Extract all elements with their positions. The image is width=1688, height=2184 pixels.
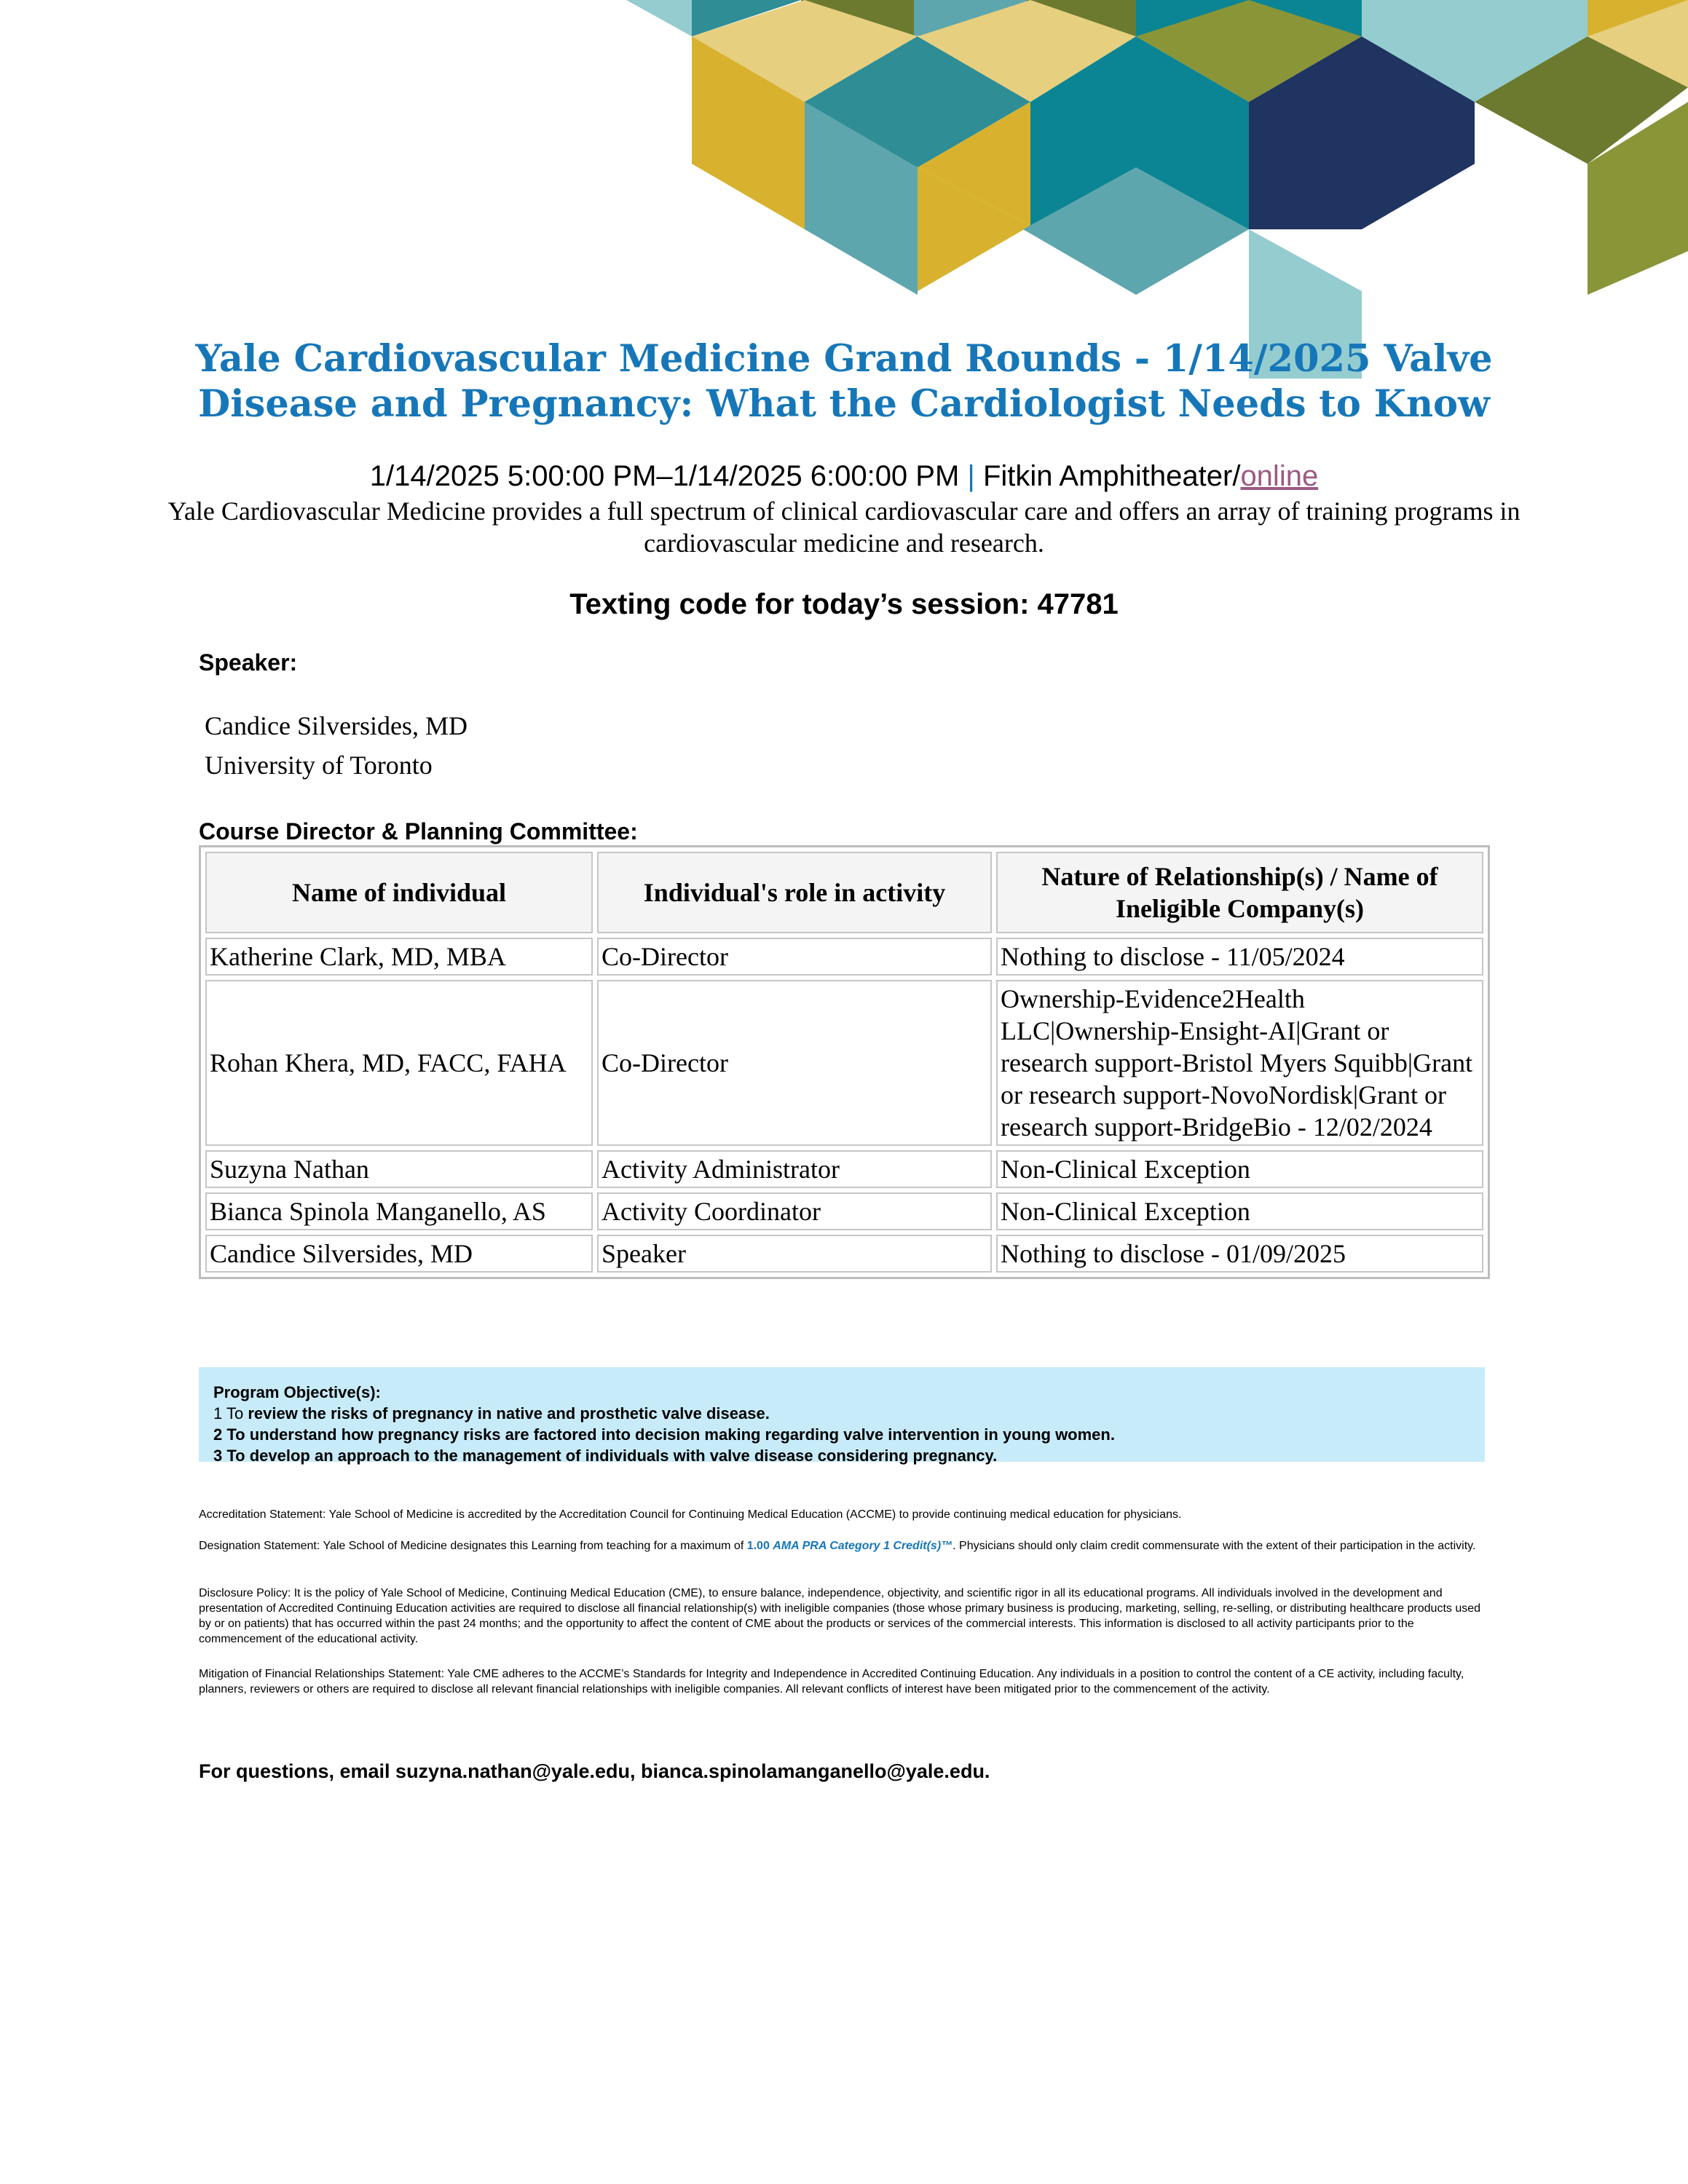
event-datetime: 1/14/2025 5:00:00 PM–1/14/2025 6:00:00 PM	[369, 460, 960, 492]
event-datetime-location	[167, 459, 1521, 494]
objective-item	[213, 1445, 1485, 1466]
credit-type: AMA PRA Category 1 Credit(s)™	[773, 1540, 953, 1552]
objective-number: 1 To	[213, 1404, 244, 1423]
objective-number: 3 To	[213, 1447, 245, 1465]
event-location: Fitkin Amphitheater/	[982, 460, 1241, 492]
objective-number: 2 To	[213, 1425, 245, 1444]
contact-line: For questions, email suzyna.nathan@yale.edu, bianca.spinolamanganello@yale.edu.	[199, 1760, 990, 1782]
committee-table	[199, 845, 1490, 1279]
table-row	[205, 1235, 1483, 1273]
table-row	[205, 1150, 1483, 1188]
cell-role: Speaker	[597, 1235, 992, 1273]
speaker-affiliation: University of Toronto	[205, 751, 433, 780]
disclosure-policy: Disclosure Policy: It is the policy of Yale School of Medicine, Continuing Medical Education (CME), to ensure balance, independence, objectivity, and scientific rigor in all its educational programs. All individuals involved in the development and presentation of Accredited Continuing Education activities are required to disclose all financial relationship(s) with ineligible companies (those whose primary business is producing, marketing, selling, re-selling, or distributing healthcare products used by or on patients) that has occurred within the past 24 months; and the opportunity to affect the content of CME about the products or services of the commercial interests. This information is disclosed to all activity participants prior to the commencement of the educational activity.	[199, 1587, 1481, 1645]
cell-name: Rohan Khera, MD, FACC, FAHA	[205, 980, 593, 1146]
cell-relationship: Ownership-Evidence2Health LLC|Ownership-Ensight-AI|Grant or research support-Bristol Myers Squibb|Grant or research support-NovoNordisk|Grant or research support-BridgeBio - 12/02/2024	[996, 980, 1483, 1146]
texting-code: Texting code for today’s session: 47781	[569, 588, 1119, 620]
table-header-row	[205, 852, 1483, 933]
objective-text: understand how pregnancy risks are factored into decision making regarding valve intervention in young women.	[249, 1425, 1115, 1444]
cube-face	[626, 0, 692, 36]
program-objectives	[199, 1367, 1485, 1465]
cell-name: Katherine Clark, MD, MBA	[205, 938, 593, 976]
designation-text: Designation Statement: Yale School of Medicine designates this Learning from teaching for a maximum of	[199, 1540, 747, 1552]
credit-number: 1.00	[746, 1540, 770, 1552]
column-header: Name of individual	[205, 852, 593, 933]
cell-relationship: Non-Clinical Exception	[996, 1150, 1483, 1188]
event-intro: Yale Cardiovascular Medicine provides a full spectrum of clinical cardiovascular care and offers an array of training programs in cardiovascular medicine and research.	[167, 496, 1521, 558]
objectives-heading: Program Objective(s):	[213, 1383, 381, 1401]
objective-item	[213, 1424, 1485, 1445]
online-link[interactable]: online	[1240, 460, 1319, 492]
cell-name: Candice Silversides, MD	[205, 1235, 593, 1273]
speaker-name: Candice Silversides, MD	[205, 711, 468, 740]
column-header: Nature of Relationship(s) / Name of Ineligible Company(s)	[996, 852, 1483, 933]
cell-name: Suzyna Nathan	[205, 1150, 593, 1188]
committee-label: Course Director & Planning Committee:	[199, 818, 638, 844]
cell-relationship: Non-Clinical Exception	[996, 1192, 1483, 1230]
objective-text: develop an approach to the management of individuals with valve disease considering pregnancy.	[249, 1447, 998, 1465]
page-title: Yale Cardiovascular Medicine Grand Rounds - 1/14/2025 Valve Disease and Pregnancy: What the Cardiologist Needs to Know	[195, 337, 1493, 426]
header-cube-pattern	[0, 0, 1688, 379]
mitigation-statement: Mitigation of Financial Relationships Statement: Yale CME adheres to the ACCME’s Standards for Integrity and Independence in Accredited Continuing Education. Any individuals in a position to control the content of a CE activity, including faculty, planners, reviewers or others are required to disclose all relevant financial relationships with ineligible companies. All relevant conflicts of interest have been mitigated prior to the commencement of the activity.	[199, 1668, 1464, 1696]
objective-text: review the risks of pregnancy in native and prosthetic valve disease.	[248, 1404, 770, 1423]
cell-role: Activity Coordinator	[597, 1192, 992, 1230]
designation-statement	[199, 1538, 1490, 1554]
table-row	[205, 938, 1483, 976]
table-row	[205, 980, 1483, 1146]
separator: |	[967, 460, 975, 492]
cell-role: Co-Director	[597, 938, 992, 976]
cell-role: Activity Administrator	[597, 1150, 992, 1188]
column-header: Individual's role in activity	[597, 852, 992, 933]
cell-role: Co-Director	[597, 980, 992, 1146]
table-row	[205, 1192, 1483, 1230]
cell-relationship: Nothing to disclose - 11/05/2024	[996, 938, 1483, 976]
cell-name: Bianca Spinola Manganello, AS	[205, 1192, 593, 1230]
credit-amount	[747, 1540, 953, 1552]
objective-item	[213, 1403, 1485, 1424]
accreditation-statement: Accreditation Statement: Yale School of Medicine is accredited by the Accreditation Council for Continuing Medical Education (ACCME) to provide continuing medical education for physicians.	[199, 1508, 1182, 1521]
speaker-label: Speaker:	[199, 649, 298, 676]
cell-relationship: Nothing to disclose - 01/09/2025	[996, 1235, 1483, 1273]
designation-text-end: . Physicians should only claim credit commensurate with the extent of their participation in the activity.	[953, 1540, 1476, 1552]
